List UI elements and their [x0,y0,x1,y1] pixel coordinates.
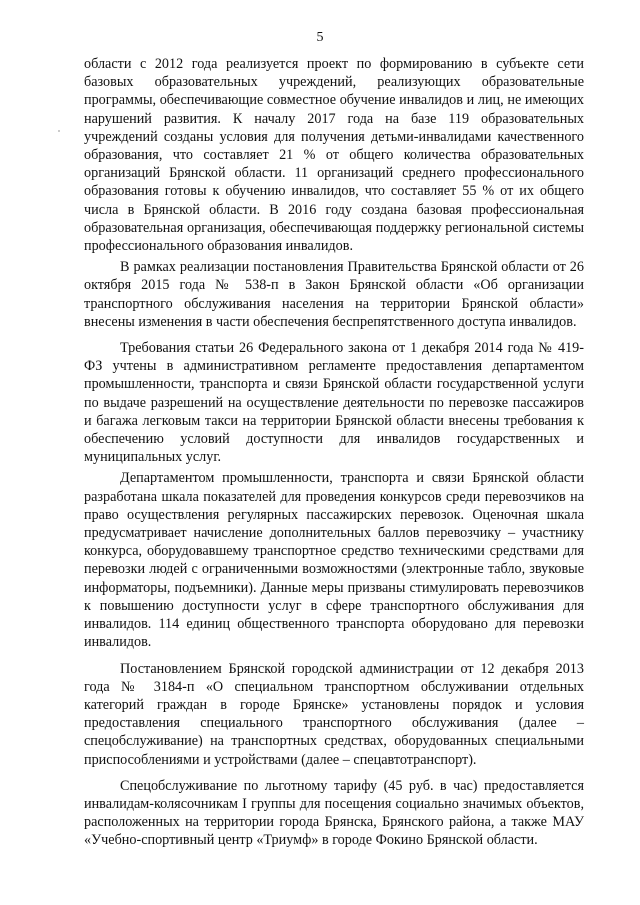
paragraph-federal-law-requirements: Требования статьи 26 Федерального закона от 1 декабря 2014 года № 419-ФЗ учтены в административном регламенте предоставления департаментом промышленности, транспорта и связи Брянской области государственной услуги по выдаче разрешений на осуществление деятельности по перевозке пассажиров и багажа легковым такси на территории Брянской области внесены требования к обеспечению условий доступности для инвалидов государственных и муниципальных услуг. [84,340,584,466]
paragraph-carrier-rating-scale: Департаментом промышленности, транспорта и связи Брянской области разработана шкала показателей для проведения конкурсов среди перевозчиков на право осуществления регулярных пассажирских перевозок. Оценочная шкала предусматривает начисление дополнительных баллов перевозчику – участнику конкурса, оборудовавшему транспортное средство техническими средствами для перевозки людей с ограниченными возможностями (электронные табло, звуковые информаторы, подъемники). Данные меры призваны стимулировать перевозчиков к повышению доступности услуг в сфере транспортного обслуживания для инвалидов. 114 единиц общественного транспорта оборудовано для перевозки инвалидов. [84,470,584,651]
page-number: 5 [316,30,324,45]
paragraph-inclusive-education: области с 2012 года реализуется проект по формированию в субъекте сети базовых образовательных учреждений, реализующих образовательные программы, обеспечивающие совместное обучение инвалидов и лиц, не имеющих нарушений развития. К началу 2017 года на базе 119 образовательных учреждений созданы условия для получения детьми-инвалидами качественного образования, что составляет 21 % от общего количества образовательных организаций Брянской области. 11 организаций среднего профессионального образования готовы к обучению инвалидов, что составляет 55 % от их общего числа в Брянской области. В 2016 году создана базовая профессиональная образовательная организация, обеспечивающая поддержку региональной системы профессионального образования инвалидов. [84,56,584,255]
document-body [84,55,584,853]
paragraph-transport-law: В рамках реализации постановления Правительства Брянской области от 26 октября 2015 года № 538-п в Закон Брянской области «Об организации транспортного обслуживания населения на территории Брянской области» внесены изменения в части обеспечения беспрепятственного доступа инвалидов. [84,259,584,330]
paragraph-special-service-tariff: Спецобслуживание по льготному тарифу (45 руб. в час) предоставляется инвалидам-колясочникам I группы для посещения социально значимых объектов, расположенных на территории города Брянска, Брянского района, а также МАУ «Учебно-спортивный центр «Триумф» в городе Фокино Брянской области. [84,777,584,849]
paragraph-special-transport-decree: Постановлением Брянской городской администрации от 12 декабря 2013 года № 3184-п «О специальном транспортном обслуживании отдельных категорий граждан в городе Брянске» установлены порядок и условия предоставления специального транспортного обслуживания (далее – спецобслуживание) на транспортных средствах, оборудованных специальными приспособлениями и устройствами (далее – спецавтотранспорт). [84,660,584,768]
scan-dot [58,130,60,132]
